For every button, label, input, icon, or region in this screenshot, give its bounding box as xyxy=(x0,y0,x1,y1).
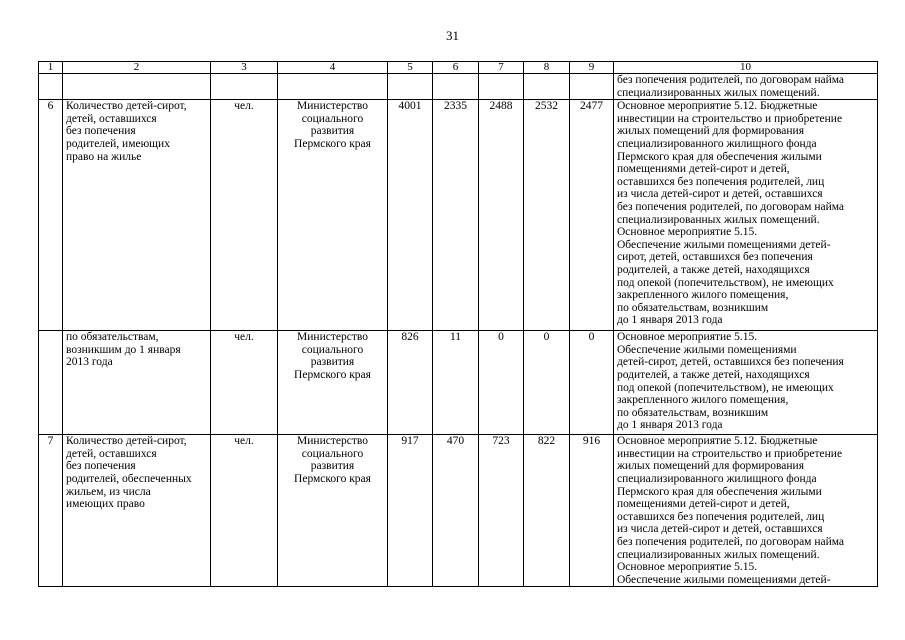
text-line: из числа детей-сирот и детей, оставшихся xyxy=(617,523,823,536)
text-line: закрепленного жилого помещения, xyxy=(617,394,789,407)
text-line: специализированных жилых помещений. xyxy=(617,213,820,226)
value-col9: 0 xyxy=(570,331,614,435)
text-line: сирот, детей, оставшихся без попечения xyxy=(617,251,813,264)
value-col5 xyxy=(388,74,433,100)
value-col9: 2477 xyxy=(570,100,614,331)
value-col7: 723 xyxy=(479,435,524,587)
text-line: развития xyxy=(310,460,355,473)
column-number-row xyxy=(39,62,878,74)
value-col6: 470 xyxy=(433,435,479,587)
responsible-body xyxy=(278,435,388,587)
column-header: 3 xyxy=(211,62,278,74)
text-line: Количество детей-сирот, xyxy=(66,435,187,448)
table-row xyxy=(39,74,878,100)
text-line: инвестиции на строительство и приобретение xyxy=(617,112,843,125)
column-header: 10 xyxy=(614,62,878,74)
page-number: 31 xyxy=(446,28,459,43)
text-line: Основное мероприятие 5.15. xyxy=(617,226,758,239)
text-line: родителей, обеспеченных xyxy=(66,472,192,485)
value-col7: 2488 xyxy=(479,100,524,331)
unit: чел. xyxy=(211,100,278,331)
text-line: без попечения xyxy=(66,460,136,473)
text-line: родителей, имеющих xyxy=(66,137,170,150)
column-header: 7 xyxy=(479,62,524,74)
text-line: по обязательствам, xyxy=(66,331,159,344)
text-line: жилых помещений для формирования xyxy=(617,460,804,473)
text-line: детей, оставшихся xyxy=(66,447,157,460)
text-line: Пермского края для обеспечения жилыми xyxy=(617,150,822,163)
column-header: 2 xyxy=(63,62,211,74)
indicator-name xyxy=(63,331,211,435)
text-line: жильем, из числа xyxy=(66,485,151,498)
indicator-name xyxy=(63,74,211,100)
indicator-name xyxy=(63,435,211,587)
responsible-body xyxy=(278,74,388,100)
indicator-name xyxy=(63,100,211,331)
text-line: развития xyxy=(310,125,355,138)
text-line: Обеспечение жилыми помещениями детей- xyxy=(617,573,831,586)
unit: чел. xyxy=(211,331,278,435)
text-line: право на жилье xyxy=(66,150,142,163)
unit: чел. xyxy=(211,435,278,587)
measures-text xyxy=(614,435,878,587)
text-line: специализированного жилищного фонда xyxy=(617,472,817,485)
measures-text xyxy=(614,74,878,100)
value-col8: 0 xyxy=(524,331,570,435)
text-line: Основное мероприятие 5.12. Бюджетные xyxy=(617,435,818,448)
responsible-body xyxy=(278,100,388,331)
text-line: Основное мероприятие 5.15. xyxy=(617,331,758,344)
value-col9: 916 xyxy=(570,435,614,587)
text-line: по обязательствам, возникшим xyxy=(617,301,769,314)
value-col6 xyxy=(433,74,479,100)
text-line: специализированных жилых помещений. xyxy=(617,548,820,561)
text-line: социального xyxy=(301,112,364,125)
measures-text xyxy=(614,100,878,331)
text-line: оставшихся без попечения родителей, лиц xyxy=(617,175,825,188)
text-line: оставшихся без попечения родителей, лиц xyxy=(617,510,825,523)
text-line: помещениями детей-сирот и детей, xyxy=(617,163,790,176)
column-header: 8 xyxy=(524,62,570,74)
text-line: возникшим до 1 января xyxy=(66,343,181,356)
column-header: 6 xyxy=(433,62,479,74)
text-line: без попечения xyxy=(66,125,136,138)
value-col8: 822 xyxy=(524,435,570,587)
text-line: 2013 года xyxy=(66,356,113,369)
value-col7: 0 xyxy=(479,331,524,435)
responsible-body xyxy=(278,331,388,435)
text-line: инвестиции на строительство и приобретение xyxy=(617,447,843,460)
table-row xyxy=(39,100,878,331)
text-line: Пермского края xyxy=(294,472,371,485)
text-line: имеющих право xyxy=(66,498,145,511)
text-line: Пермского края xyxy=(294,137,371,150)
text-line: детей-сирот, детей, оставшихся без попечения xyxy=(617,356,844,369)
table-row xyxy=(39,435,878,587)
text-line: специализированного жилищного фонда xyxy=(617,137,817,150)
text-line: до 1 января 2013 года xyxy=(617,314,723,327)
text-line: Обеспечение жилыми помещениями xyxy=(617,343,797,356)
value-col9 xyxy=(570,74,614,100)
column-header: 4 xyxy=(278,62,388,74)
text-line: детей, оставшихся xyxy=(66,112,157,125)
row-number: 6 xyxy=(39,100,63,331)
value-col8 xyxy=(524,74,570,100)
value-col6: 11 xyxy=(433,331,479,435)
unit xyxy=(211,74,278,100)
text-line: под опекой (попечительством), не имеющих xyxy=(617,276,834,289)
text-line: без попечения родителей, по договорам найма xyxy=(617,74,845,86)
text-line: Министерство xyxy=(297,100,368,113)
text-line: Основное мероприятие 5.12. Бюджетные xyxy=(617,100,818,113)
text-line: специализированных жилых помещений. xyxy=(617,86,820,99)
value-col6: 2335 xyxy=(433,100,479,331)
text-line: родителей, а также детей, находящихся xyxy=(617,368,810,381)
measures-text xyxy=(614,331,878,435)
table-row xyxy=(39,331,878,435)
text-line: помещениями детей-сирот и детей, xyxy=(617,498,790,511)
value-col7 xyxy=(479,74,524,100)
text-line: без попечения родителей, по договорам найма xyxy=(617,535,845,548)
text-line: по обязательствам, возникшим xyxy=(617,406,769,419)
column-header: 5 xyxy=(388,62,433,74)
column-header: 9 xyxy=(570,62,614,74)
value-col5: 917 xyxy=(388,435,433,587)
indicators-table xyxy=(38,61,878,587)
text-line: развития xyxy=(310,356,355,369)
value-col5: 826 xyxy=(388,331,433,435)
row-number xyxy=(39,74,63,100)
text-line: социального xyxy=(301,343,364,356)
text-line: под опекой (попечительством), не имеющих xyxy=(617,381,834,394)
value-col8: 2532 xyxy=(524,100,570,331)
text-line: социального xyxy=(301,447,364,460)
row-number xyxy=(39,331,63,435)
text-line: Основное мероприятие 5.15. xyxy=(617,561,758,574)
text-line: Пермского края xyxy=(294,368,371,381)
text-line: родителей, а также детей, находящихся xyxy=(617,263,810,276)
text-line: до 1 января 2013 года xyxy=(617,419,723,432)
text-line: закрепленного жилого помещения, xyxy=(617,289,789,302)
text-line: без попечения родителей, по договорам найма xyxy=(617,200,845,213)
column-header: 1 xyxy=(39,62,63,74)
text-line: Количество детей-сирот, xyxy=(66,100,187,113)
row-number: 7 xyxy=(39,435,63,587)
text-line: Министерство xyxy=(297,435,368,448)
text-line: Министерство xyxy=(297,331,368,344)
text-line: жилых помещений для формирования xyxy=(617,125,804,138)
text-line: Пермского края для обеспечения жилыми xyxy=(617,485,822,498)
text-line: Обеспечение жилыми помещениями детей- xyxy=(617,238,831,251)
value-col5: 4001 xyxy=(388,100,433,331)
text-line: из числа детей-сирот и детей, оставшихся xyxy=(617,188,823,201)
